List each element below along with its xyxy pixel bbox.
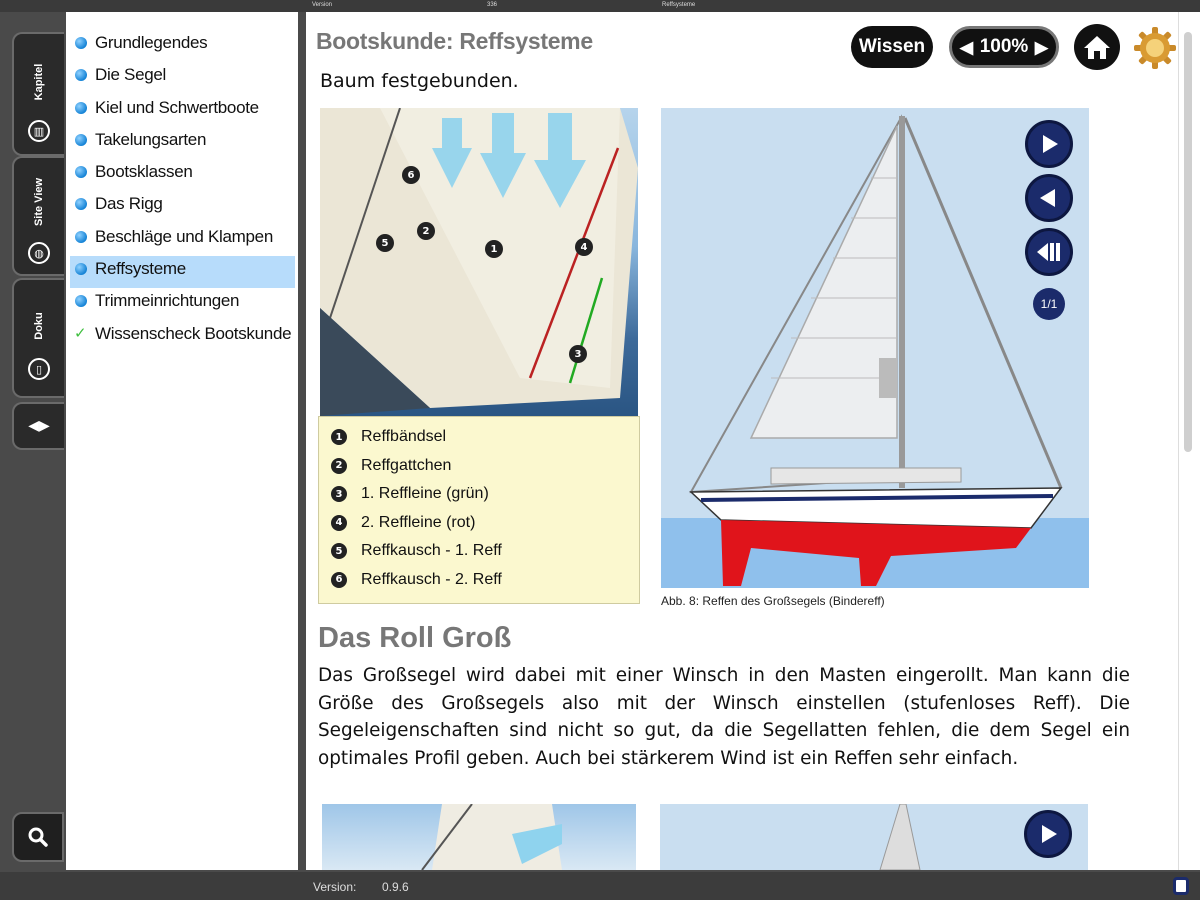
photo-marker: 6	[402, 166, 420, 184]
legend-number: 6	[331, 572, 347, 588]
toc-item[interactable]	[66, 321, 298, 353]
home-button[interactable]	[1074, 24, 1120, 70]
wissen-button[interactable]: Wissen	[851, 26, 933, 68]
reef-photo	[320, 108, 638, 416]
legend-row	[331, 537, 639, 566]
rewind-icon	[1038, 187, 1060, 209]
left-right-arrows-icon: ◀▶	[28, 418, 50, 434]
bullet-icon	[75, 134, 87, 146]
toc-item-label: Bootsklassen	[95, 162, 193, 182]
bullet-icon	[75, 231, 87, 243]
step-back-button[interactable]	[1025, 228, 1073, 276]
toc-item-label: Wissenscheck Bootskunde	[95, 323, 292, 343]
toc-item[interactable]	[66, 159, 298, 191]
legend-text: 2. Reffleine (rot)	[361, 513, 476, 531]
photo-marker: 5	[376, 234, 394, 252]
legend-row	[331, 480, 639, 509]
tab-doku-label: Doku	[33, 312, 45, 341]
home-icon	[1082, 33, 1112, 61]
section-paragraph: Das Großsegel wird dabei mit einer Winsch in den Masten eingerollt. Man kann die Größe des Großsegels also mit der Winsch einstellen (stufenloses Reff). Die Segeleigenschaften sind nicht so gut, da die Segellatten fehlen, die dem Segel ein optimales Profil geben. Auch bei stärkerem Wind ist ein Reffen sehr einfach.	[318, 665, 1130, 769]
toc-item-label: Beschläge und Klampen	[95, 226, 273, 246]
legend-number: 4	[331, 515, 347, 531]
legend-row	[331, 566, 639, 595]
search-button[interactable]	[12, 812, 64, 862]
zoom-out-icon[interactable]: ◀	[960, 38, 974, 57]
legend-text: Reffkausch - 1. Reff	[361, 542, 502, 560]
top-version-label: Version	[312, 2, 333, 8]
search-icon	[27, 826, 49, 848]
toc-item[interactable]	[66, 62, 298, 94]
next-photo-preview	[322, 804, 636, 870]
rewind-button[interactable]	[1025, 174, 1073, 222]
photo-marker: 1	[485, 240, 503, 258]
left-rail	[0, 12, 66, 874]
legend-text: 1. Reffleine (grün)	[361, 485, 489, 503]
top-build-number: 336	[487, 2, 498, 8]
version-label: Version:	[313, 880, 357, 894]
gear-icon	[1132, 25, 1178, 71]
bullet-icon	[75, 263, 87, 275]
toc-item[interactable]	[66, 191, 298, 223]
page-title: Bootskunde: Reffsysteme	[316, 28, 593, 54]
open-book-icon: ▯	[28, 358, 50, 380]
photo-marker: 2	[417, 222, 435, 240]
tab-kapitel[interactable]	[12, 32, 64, 156]
bullet-icon	[75, 69, 87, 81]
legend-number: 1	[331, 429, 347, 445]
toggle-panel-button[interactable]	[12, 402, 64, 450]
page-counter: 1/1	[1033, 288, 1065, 320]
play-button[interactable]	[1025, 120, 1073, 168]
toc-item-label: Kiel und Schwertboote	[95, 97, 259, 117]
legend-row	[331, 423, 639, 452]
top-section-name: Reffsysteme	[662, 2, 696, 8]
toc-item-label: Takelungsarten	[95, 129, 207, 149]
device-icon[interactable]	[1173, 877, 1189, 895]
legend-number: 3	[331, 486, 347, 502]
section-heading: Das Roll Groß	[318, 622, 512, 654]
chapter-list	[66, 12, 300, 870]
content-area	[306, 12, 1178, 870]
zoom-in-icon[interactable]: ▶	[1034, 38, 1048, 57]
legend-number: 5	[331, 543, 347, 559]
bullet-icon	[75, 166, 87, 178]
tab-kapitel-label: Kapitel	[33, 63, 45, 101]
play-icon	[1038, 133, 1060, 155]
toc-item[interactable]	[66, 288, 298, 320]
toc-item-label: Trimmeinrichtungen	[95, 291, 240, 311]
toc-item-label: Das Rigg	[95, 194, 163, 214]
tab-doku[interactable]	[12, 278, 64, 398]
zoom-control[interactable]	[949, 26, 1059, 68]
toc-item-label: Reffsysteme	[95, 259, 186, 279]
photo-marker: 4	[575, 238, 593, 256]
bullet-icon	[75, 37, 87, 49]
toc-item-label: Grundlegendes	[95, 33, 208, 52]
legend-row	[331, 509, 639, 538]
legend-text: Reffgattchen	[361, 456, 452, 474]
bullet-icon	[75, 102, 87, 114]
zoom-value: 100%	[979, 36, 1029, 57]
step-back-icon	[1036, 241, 1062, 263]
sailboat-animation	[661, 108, 1089, 588]
tab-site-view-label: Site View	[33, 178, 45, 227]
toc-item[interactable]	[66, 30, 298, 62]
book-icon: ▥	[28, 120, 50, 142]
version-value: 0.9.6	[382, 880, 409, 894]
check-icon: ✓	[74, 324, 87, 342]
bullet-icon	[75, 198, 87, 210]
toc-item[interactable]	[66, 224, 298, 256]
bottom-status-bar	[0, 872, 1200, 900]
bullet-icon	[75, 295, 87, 307]
globe-icon: ◍	[28, 242, 50, 264]
photo-marker: 3	[569, 345, 587, 363]
vertical-scrollbar[interactable]	[1178, 12, 1200, 870]
toc-item[interactable]	[66, 95, 298, 127]
play-button-preview[interactable]	[1024, 810, 1072, 858]
legend-text: Reffbändsel	[361, 428, 447, 446]
figure-caption: Abb. 8: Reffen des Großsegels (Bindereff)	[661, 594, 885, 608]
legend-text: Reffkausch - 2. Reff	[361, 570, 502, 588]
toc-item[interactable]	[66, 127, 298, 159]
play-icon	[1037, 823, 1059, 845]
photo-legend	[318, 416, 640, 604]
settings-button[interactable]	[1132, 25, 1178, 71]
top-status-bar	[0, 0, 1200, 12]
lead-text: Baum festgebunden.	[320, 70, 519, 92]
tab-site-view[interactable]	[12, 156, 64, 276]
toc-item[interactable]	[70, 256, 295, 288]
next-animation-preview	[660, 804, 1088, 870]
scrollbar-thumb[interactable]	[1184, 32, 1192, 452]
legend-number: 2	[331, 458, 347, 474]
legend-row	[331, 452, 639, 481]
toc-item-label: Die Segel	[95, 65, 167, 85]
